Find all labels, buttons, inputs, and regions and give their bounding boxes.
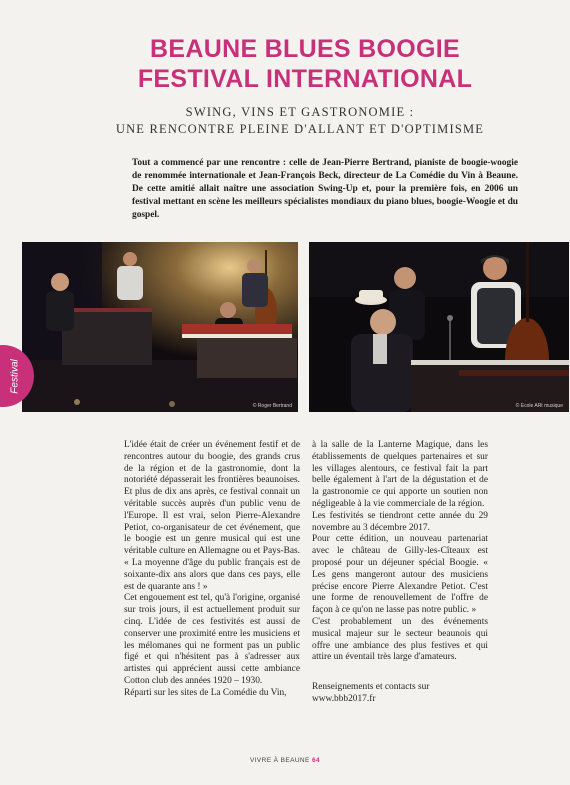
festival-section-label: Festival [9,358,21,394]
concert-photo-left-image [22,242,298,412]
concert-photo-right [309,242,569,412]
column2-paragraph-2: Les festivités se tiendront cette année du 29 novembre au 3 décembre 2017. [312,510,488,533]
photo-credit-right: © Ecole ARt musique [515,403,563,409]
article-column-1 [124,440,300,700]
article-subtitle [60,104,540,138]
article-column-2 [312,440,488,706]
column2-paragraph-1: à la salle de la Lanterne Magique, dans les établissements de quelques partenaires et sur les villages alentours, ce festival fait la part belle également à l'art de la dégustation et de la gastronomie ce qui apporte un soutien non négligeable à la vie commerciale de la région. [312,440,488,509]
column1-paragraph-3: Réparti sur les sites de La Comédie du Vin, [124,687,287,698]
intro-paragraph: Tout a commencé par une rencontre : celle de Jean-Pierre Bertrand, pianiste de boogie-woogie de renommée internationale et Jean-François Beck, directeur de La Comédie du Vin à Beaune. De cette amitié allait naître une association Swing-Up et, pour la première fois, en 2006 un festival mettant en scène les meilleurs spécialistes mondiaux du piano blues, boogie-Woogie et du gospel. [132,158,518,220]
subtitle-line-2: UNE RENCONTRE PLEINE D'ALLANT ET D'OPTIMISME [115,122,485,136]
title-line-2: FESTIVAL INTERNATIONAL [137,65,473,93]
footer-magazine-name: VIVRE À BEAUNE [249,757,310,764]
column1-paragraph-2: Cet engouement est tel, qu'à l'origine, organisé sur trois jours, il est actuellement produit sur cinq. L'idée de ces festivités est aussi de conserver une proximité entre les musiciens et les mélomanes qui ne forment pas un public figé et qui n'hésitent pas à s'adresser aux artistes qui apprécient aussi cette ambiance Cotton club des années 1920 – 1930. [124,593,300,686]
article-title [80,34,530,94]
concert-photo-left [22,242,298,412]
column2-paragraph-4: C'est probablement un des événements musical majeur sur le secteur beaunois qui offre une ambiance des plus festives et qui attire un éventail très large d'amateurs. [312,616,488,663]
footer-page-number: 64 [311,757,321,764]
page-footer [0,757,570,764]
column1-paragraph-1: L'idée était de créer un événement festif et de rencontres autour du boogie, des grands crus de la région et de la gastronomie, dont la notoriété dépasserait les frontières beaunoises. Et plus de dix ans après, ce festival connait un véritable succès auprès d'un public venu de l'Europe. Il est vrai, selon Pierre-Alexandre Petiot, co-organisateur de cet événement, que le boogie est un genre musical qui est une véritable culture en Allemagne ou et Pays-Bas. « La moyenne d'âge du public français est de soixante-dix ans alors que dans ces pays, elle est de quarante ans ! » [124,440,300,592]
subtitle-line-1: SWING, VINS ET GASTRONOMIE : [185,105,415,119]
contact-label: Renseignements et contacts sur [312,682,430,693]
concert-photo-right-image [309,242,569,412]
website-link[interactable]: www.bbb2017.fr [312,693,376,704]
title-line-1: BEAUNE BLUES BOOGIE [150,35,460,63]
photo-credit-left: © Roger Bertrand [252,403,292,409]
column2-paragraph-3: Pour cette édition, un nouveau partenariat avec le château de Gilly-les-Cîteaux est proposé pour un déjeuner spécial Boogie. « Les gens mangeront autour des musiciens précise encore Pierre Alexandre Petiot. C'est une forme de renouvellement de l'offre de façon à ce qu'on ne lasse pas notre public. » [312,534,488,616]
